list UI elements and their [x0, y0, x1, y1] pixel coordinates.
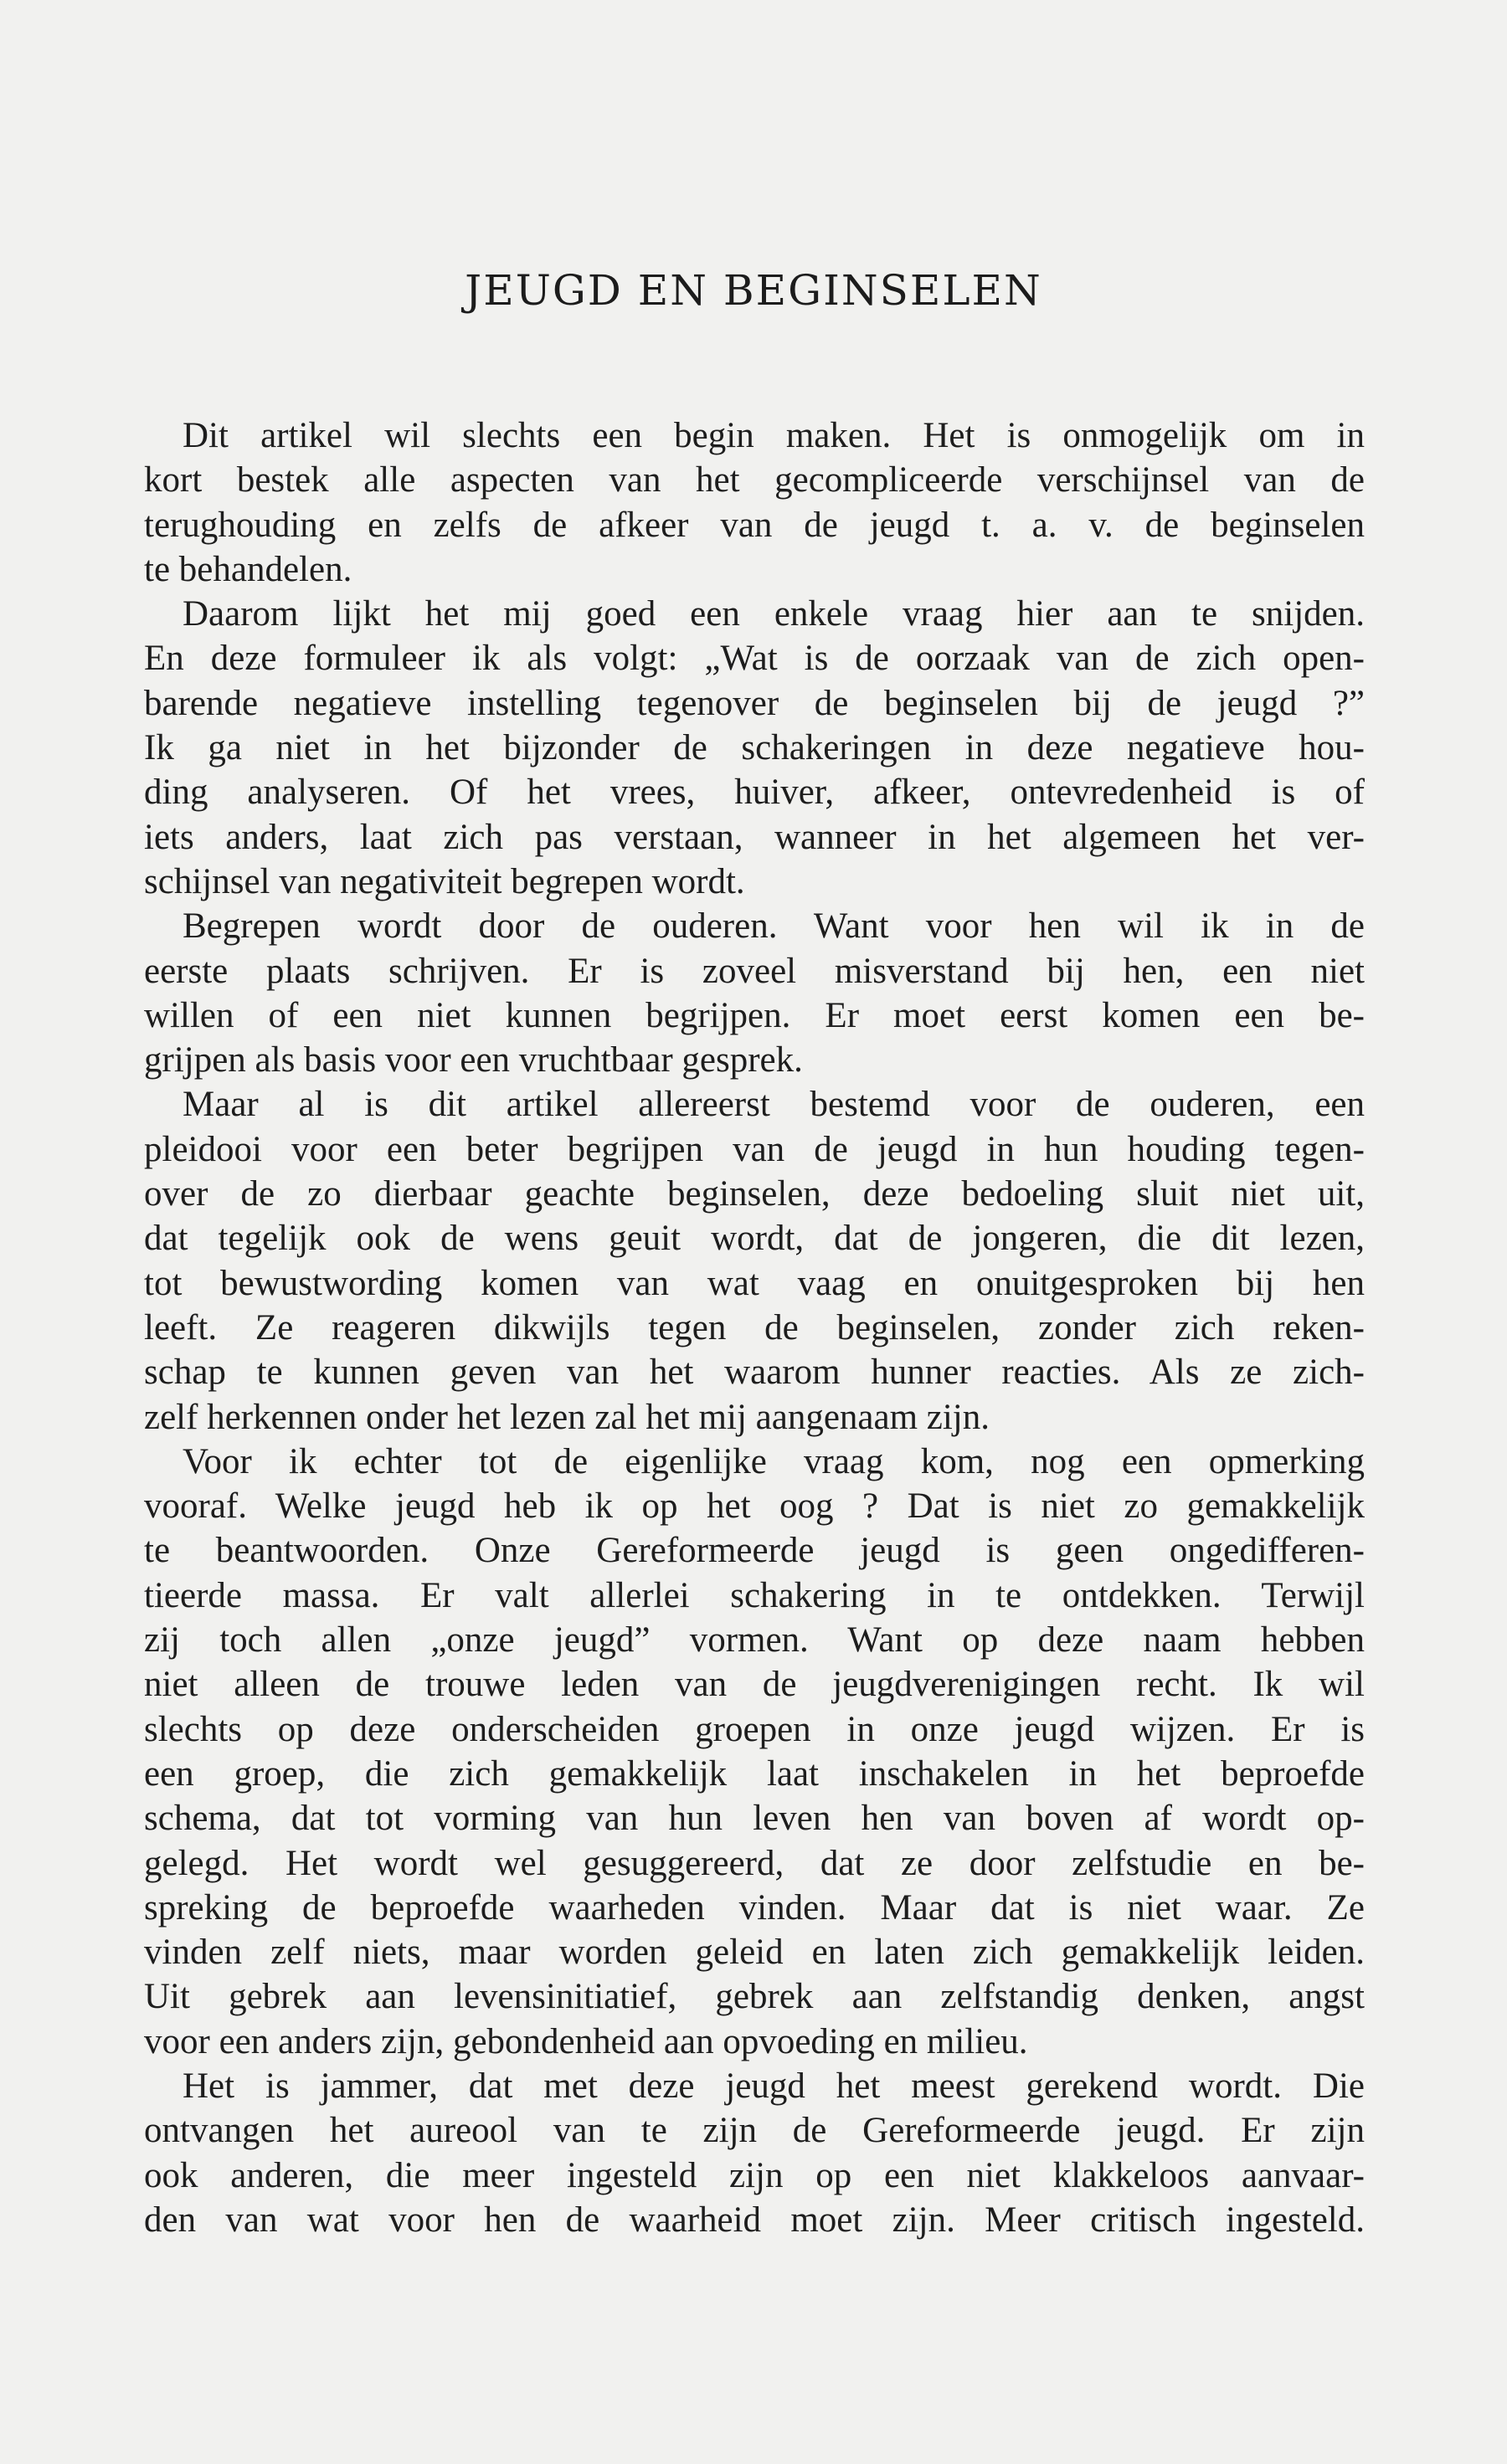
text-line: Het is jammer, dat met deze jeugd het meest gerekend wordt. Die: [183, 2066, 1365, 2106]
text-line: Ik ga niet in het bijzonder de schakeringen in deze negatieve hou-: [144, 728, 1365, 768]
text-line: niet alleen de trouwe leden van de jeugdverenigingen recht. Ik wil: [144, 1665, 1365, 1705]
text-line: den van wat voor hen de waarheid moet zijn. Meer critisch ingesteld.: [144, 2200, 1365, 2240]
text-line: Dit artikel wil slechts een begin maken. Het is onmogelijk om in: [183, 416, 1365, 455]
text-line: leeft. Ze reageren dikwijls tegen de beginselen, zonder zich reken-: [144, 1307, 1365, 1348]
text-line: spreking de beproefde waarheden vinden. Maar dat is niet waar. Ze: [144, 1887, 1365, 1928]
page-title: JEUGD EN BEGINSELEN: [465, 266, 1042, 315]
text-line: En deze formuleer ik als volgt: „Wat is de oorzaak van de zich open-: [144, 639, 1365, 679]
text-line: Maar al is dit artikel allereerst bestemd voor de ouderen, een: [183, 1085, 1365, 1125]
text-line: iets anders, laat zich pas verstaan, wanneer in het algemeen het ver-: [144, 817, 1365, 857]
text-line: ding analyseren. Of het vrees, huiver, afkeer, ontevredenheid is of: [144, 773, 1365, 813]
text-line: zij toch allen „onze jeugd” vormen. Want op deze naam hebben: [144, 1620, 1365, 1661]
text-line: ook anderen, die meer ingesteld zijn op een niet klakkeloos aanvaar-: [144, 2155, 1365, 2195]
text-line: een groep, die zich gemakkelijk laat inschakelen in het beproefde: [144, 1753, 1365, 1794]
text-line: grijpen als basis voor een vruchtbaar gesprek.: [144, 1040, 803, 1081]
text-line: tieerde massa. Er valt allerlei schakering in te ontdekken. Terwijl: [144, 1575, 1365, 1615]
text-line: over de zo dierbaar geachte beginselen, deze bedoeling sluit niet uit,: [144, 1174, 1365, 1214]
text-line: slechts op deze onderscheiden groepen in onze jeugd wijzen. Er is: [144, 1709, 1365, 1749]
text-line: te behandelen.: [144, 549, 352, 589]
text-line: terughouding en zelfs de afkeer van de jeugd t. a. v. de beginselen: [144, 505, 1365, 545]
text-line: Uit gebrek aan levensinitiatief, gebrek aan zelfstandig denken, angst: [144, 1977, 1365, 2017]
text-line: eerste plaats schrijven. Er is zoveel misverstand bij hen, een niet: [144, 951, 1365, 991]
text-line: pleidooi voor een beter begrijpen van de jeugd in hun houding tegen-: [144, 1129, 1365, 1169]
text-line: kort bestek alle aspecten van het gecompliceerde verschijnsel van de: [144, 460, 1365, 501]
text-line: gelegd. Het wordt wel gesuggereerd, dat ze door zelfstudie en be-: [144, 1843, 1365, 1883]
text-line: Daarom lijkt het mij goed een enkele vraag hier aan te snijden.: [183, 594, 1365, 634]
text-line: vinden zelf niets, maar worden geleid en laten zich gemakkelijk leiden.: [144, 1933, 1365, 1973]
text-line: zelf herkennen onder het lezen zal het mij aangenaam zijn.: [144, 1397, 990, 1437]
text-line: Begrepen wordt door de ouderen. Want voor hen wil ik in de: [183, 906, 1365, 947]
text-line: dat tegelijk ook de wens geuit wordt, dat de jongeren, die dit lezen,: [144, 1219, 1365, 1259]
text-line: Voor ik echter tot de eigenlijke vraag kom, nog een opmerking: [183, 1441, 1365, 1481]
text-line: tot bewustwording komen van wat vaag en onuitgesproken bij hen: [144, 1263, 1365, 1303]
text-line: willen of een niet kunnen begrijpen. Er moet eerst komen een be-: [144, 995, 1365, 1035]
text-line: schema, dat tot vorming van hun leven hen van boven af wordt op-: [144, 1799, 1365, 1839]
text-line: te beantwoorden. Onze Gereformeerde jeugd is geen ongedifferen-: [144, 1531, 1365, 1571]
text-line: ontvangen het aureool van te zijn de Gereformeerde jeugd. Er zijn: [144, 2111, 1365, 2151]
text-line: voor een anders zijn, gebondenheid aan opvoeding en milieu.: [144, 2021, 1028, 2061]
article-body: [144, 413, 1365, 2242]
text-line: vooraf. Welke jeugd heb ik op het oog ? Dat is niet zo gemakkelijk: [144, 1486, 1365, 1527]
text-line: barende negatieve instelling tegenover de beginselen bij de jeugd ?”: [144, 683, 1365, 723]
text-line: schap te kunnen geven van het waarom hunner reacties. Als ze zich-: [144, 1353, 1365, 1393]
text-line: schijnsel van negativiteit begrepen wordt.: [144, 861, 745, 901]
